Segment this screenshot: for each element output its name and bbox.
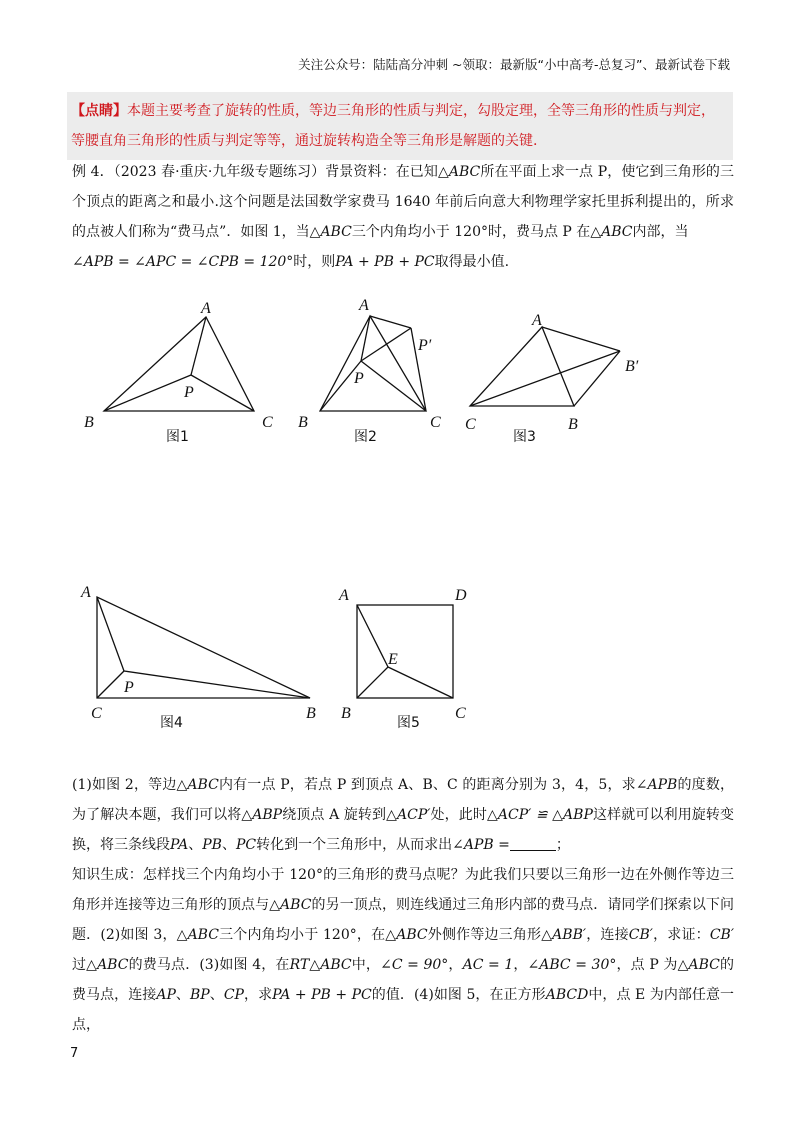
- math-expression: PB: [202, 837, 222, 853]
- math-expression: ∠APB =: [452, 837, 510, 853]
- math-expression: △ABC: [438, 164, 481, 180]
- math-expression: ∠APB: [635, 777, 678, 793]
- math-expression: CP: [223, 987, 244, 1003]
- figure-caption: 图1: [166, 429, 189, 445]
- question-text: 的度数，为了解决本题，我们可以将: [72, 777, 735, 823]
- math-expression: △ABP: [241, 807, 283, 823]
- point-p-prime-label: P′: [418, 337, 432, 354]
- example-paragraph: [72, 157, 734, 277]
- point-p-label: P: [124, 679, 134, 696]
- figure-1: [80, 295, 280, 455]
- math-expression: △ABC: [385, 927, 428, 943]
- example-text: 三个内角均小于 120°时，费马点 P 在: [351, 224, 591, 240]
- vertex-b-label: B: [568, 416, 578, 433]
- math-expression: △ABC: [86, 957, 129, 973]
- math-expression: △ABC: [677, 957, 720, 973]
- point-p-label: P: [354, 370, 364, 387]
- question-text: 三个内角均小于 120°，在: [218, 927, 386, 943]
- question-text: (1)如图 2，等边: [72, 777, 177, 793]
- figure-caption: 图4: [160, 715, 183, 731]
- question-text: ，求: [243, 987, 273, 1003]
- question-text: 的另一顶点，则连线通过三角形内部的费马点．请同学们探索以下问题．(2)如图 3，: [72, 897, 735, 943]
- key-point-note: [67, 92, 733, 160]
- question-text: ，点 P 为: [616, 957, 678, 973]
- math-expression: PA + PB + PC: [335, 254, 435, 270]
- question-text: 、: [221, 837, 236, 853]
- math-expression: ∠ABC = 30°: [527, 957, 617, 973]
- vertex-c-label: C: [455, 705, 466, 722]
- question-text: 中，: [351, 957, 381, 973]
- vertex-b-label: B: [298, 414, 308, 431]
- math-expression: △ABC: [176, 777, 219, 793]
- math-expression: AC = 1: [462, 957, 514, 973]
- page-header: 关注公众号：陆陆高分冲刺 ~领取：最新版“小中高考-总复习”、最新试卷下载: [298, 57, 730, 72]
- figure-4: [80, 580, 330, 740]
- vertex-a-label: A: [201, 300, 211, 317]
- note-text: 本题主要考查了旋转的性质，等边三角形的性质与判定，勾股定理，全等三角形的性质与判定，等腰直角三角形的性质与判定等等，通过旋转构造全等三角形是解题的关键.: [71, 103, 715, 149]
- note-tag: 【点睛】: [71, 103, 127, 119]
- example-text: 例 4．（2023 春·重庆·九年级专题练习）背景资料：在已知: [72, 164, 439, 180]
- question-text: ，求证：: [652, 927, 710, 943]
- math-expression: CB′: [628, 927, 653, 943]
- vertex-a-label: A: [339, 587, 349, 604]
- page-number: 7: [70, 1046, 79, 1061]
- point-p-label: P: [184, 384, 194, 401]
- math-expression: △ABC: [309, 224, 352, 240]
- question-text: 转化到一个三角形中，从而求出: [256, 837, 453, 853]
- figure-caption: 图2: [354, 429, 377, 445]
- question-text: 绕顶点 A 旋转到: [282, 807, 387, 823]
- question-text: 处，此时: [430, 807, 488, 823]
- figure-caption: 图5: [397, 715, 420, 731]
- vertex-c-label: C: [262, 414, 273, 431]
- math-expression: RT△ABC: [289, 957, 352, 973]
- math-expression: PA + PB + PC: [272, 987, 372, 1003]
- question-text: 、: [209, 987, 224, 1003]
- question-text: 、: [175, 987, 190, 1003]
- figure-2: [290, 290, 460, 455]
- vertex-b-label: B: [84, 414, 94, 431]
- question-text: 知识生成：怎样找三个内角均小于 120°的三角形的费马点呢？为此我们只要以三角形一边在外侧作等边三角形并连接等边三角形的顶点与: [72, 867, 734, 913]
- point-e-label: E: [388, 651, 398, 668]
- vertex-c-label: C: [465, 416, 476, 433]
- answer-blank[interactable]: [510, 836, 556, 851]
- question-text: 内有一点 P，若点 P 到顶点 A、B、C 的距离分别为 3，4，5，求: [218, 777, 636, 793]
- figure-3: [460, 305, 660, 455]
- math-expression: CB′: [709, 927, 735, 943]
- question-text: 的费马点，连接: [72, 957, 735, 1003]
- math-expression: △ABB′: [541, 927, 587, 943]
- math-expression: ∠C = 90°: [380, 957, 449, 973]
- question-text: ；: [555, 837, 570, 853]
- math-expression: PA: [170, 837, 189, 853]
- math-expression: △ABC: [590, 224, 633, 240]
- vertex-a-label: A: [532, 312, 542, 329]
- math-expression: ABCD: [545, 987, 589, 1003]
- math-expression: △ACP′: [386, 807, 431, 823]
- questions-paragraph: [72, 770, 734, 1040]
- math-expression: PC: [235, 837, 257, 853]
- vertex-c-label: C: [430, 414, 441, 431]
- math-expression: △ABC: [176, 927, 219, 943]
- question-text: 的值．(4)如图 5，在正方形: [371, 987, 546, 1003]
- vertex-b-prime-label: B′: [625, 358, 639, 375]
- question-text: 外侧作等边三角形: [427, 927, 542, 943]
- vertex-c-label: C: [91, 705, 102, 722]
- question-text: 这样就可以利用旋转变换，将三条线段: [72, 807, 735, 853]
- vertex-a-label: A: [81, 584, 91, 601]
- math-expression: △ABC: [269, 897, 312, 913]
- math-expression: ∠APB = ∠APC = ∠CPB = 120°: [72, 254, 294, 270]
- vertex-d-label: D: [455, 587, 467, 604]
- vertex-b-label: B: [341, 705, 351, 722]
- example-text: 内部，当: [632, 224, 689, 240]
- math-expression: BP: [190, 987, 210, 1003]
- question-text: ，连接: [586, 927, 629, 943]
- question-text: ，: [448, 957, 463, 973]
- example-text: 所在平面上求一点 P，使它到三角形的三个顶点的距离之和最小.这个问题是法国数学家费马 1640 年前后向意大利物理学家托里拆利提出的，所求的点被人们称为“费马点”．如图 1，当: [72, 164, 735, 240]
- vertex-b-label: B: [306, 705, 316, 722]
- question-text: ，: [513, 957, 528, 973]
- example-text: 时，则: [293, 254, 336, 270]
- figure-5: [335, 580, 485, 740]
- math-expression: AP: [156, 987, 176, 1003]
- math-expression: △ACP′ ≌ △ABP: [487, 807, 593, 823]
- question-text: 中，点 E 为内部任意一点，: [72, 987, 735, 1033]
- question-text: 、: [188, 837, 203, 853]
- question-text: 的费马点．(3)如图 4，在: [128, 957, 290, 973]
- question-text: 过: [72, 957, 87, 973]
- example-text: 取得最小值.: [434, 254, 510, 270]
- figure-caption: 图3: [513, 429, 536, 445]
- vertex-a-label: A: [359, 297, 369, 314]
